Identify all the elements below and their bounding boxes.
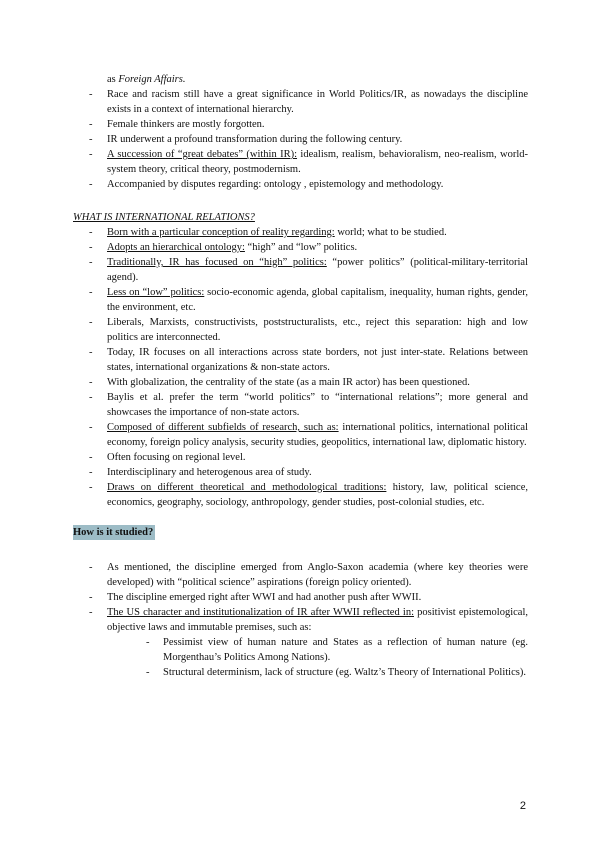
- dash-bullet: -: [89, 149, 93, 160]
- intro-list: [73, 87, 528, 192]
- dash-bullet: -: [89, 592, 93, 603]
- list-item: - Often focusing on regional level.: [89, 452, 246, 463]
- page-number: 2: [519, 800, 526, 812]
- sub-list-item: - Pessimist view of human nature and States as a reflection of human nature (eg. Morgenthau’s Politics Among Nations).: [146, 637, 528, 663]
- section-heading-how-studied: How is it studied?: [73, 527, 154, 538]
- dash-bullet: -: [89, 242, 93, 253]
- list-item: - Interdisciplinary and heterogenous area of study.: [89, 467, 312, 478]
- list-item: - Traditionally, IR has focused on “high” politics: “power politics” (political-military-territorial agend).: [89, 257, 528, 283]
- list-item: - Race and racism still have a great significance in World Politics/IR, as nowadays the discipline exists in a context of international hierarchy.: [89, 89, 528, 115]
- dash-bullet: -: [89, 392, 93, 403]
- list-item: - The US character and institutionalization of IR after WWII reflected in: positivist epistemological, objective laws and immutable premises, such as:: [89, 607, 528, 633]
- dash-bullet: -: [89, 317, 93, 328]
- section-heading-what-is-ir: WHAT IS INTERNATIONAL RELATIONS?: [73, 212, 255, 223]
- list-item: - Less on “low” politics: socio-economic agenda, global capitalism, inequality, human rights, gender, the environment, etc.: [89, 287, 529, 313]
- dash-bullet: -: [89, 119, 93, 130]
- sub-list-item: - Structural determinism, lack of structure (eg. Waltz’s Theory of International Politics).: [146, 667, 526, 678]
- list-item: - Accompanied by disputes regarding: ontology , epistemology and methodology.: [89, 179, 444, 190]
- dash-bullet: -: [89, 134, 93, 145]
- journal-title: Foreign Affairs.: [118, 74, 186, 85]
- dash-bullet: -: [89, 179, 93, 190]
- list-item: - Baylis et al. prefer the term “world politics” to “international relations”; more general and showcases the importance of non-state actors.: [89, 392, 528, 418]
- list-item: - As mentioned, the discipline emerged from Anglo-Saxon academia (where key theories were developed) with “political science” aspirations (foreign policy oriented).: [89, 562, 528, 588]
- dash-bullet: -: [146, 637, 150, 648]
- dash-bullet: -: [146, 667, 150, 678]
- list-item: - Female thinkers are mostly forgotten.: [89, 119, 265, 130]
- list-item: - The discipline emerged right after WWI and had another push after WWII.: [89, 592, 422, 603]
- section2-list: [73, 560, 528, 680]
- section1-list: [73, 225, 528, 510]
- list-item: - Liberals, Marxists, constructivists, poststructuralists, etc., reject this separation: high and low politics are interconnected.: [89, 317, 528, 343]
- list-item: - A succession of “great debates” (within IR): idealism, realism, behavioralism, neo-realism, world-system theory, critical theory, postmodernism.: [89, 149, 528, 175]
- list-item: - Composed of different subfields of research, such as: international politics, international political economy, foreign policy analysis, security studies, geopolitics, international law, diplomatic history.: [89, 422, 528, 448]
- dash-bullet: -: [89, 227, 93, 238]
- dash-bullet: -: [89, 452, 93, 463]
- dash-bullet: -: [89, 287, 93, 298]
- dash-bullet: -: [89, 482, 93, 493]
- list-item: - Adopts an hierarchical ontology: “high” and “low” politics.: [89, 242, 358, 253]
- dash-bullet: -: [89, 467, 93, 478]
- list-item: - Today, IR focuses on all interactions across state borders, not just inter-state. Relations between states, international organizations & non-state actors.: [89, 347, 528, 373]
- list-item: - IR underwent a profound transformation during the following century.: [89, 134, 403, 145]
- dash-bullet: -: [89, 257, 93, 268]
- dash-bullet: -: [89, 89, 93, 100]
- list-item: - Born with a particular conception of reality regarding: world; what to be studied.: [89, 227, 447, 238]
- continued-line: as Foreign Affairs.: [107, 74, 186, 85]
- dash-bullet: -: [89, 347, 93, 358]
- dash-bullet: -: [89, 607, 93, 618]
- list-item: - With globalization, the centrality of the state (as a main IR actor) has been questioned.: [89, 377, 470, 388]
- dash-bullet: -: [89, 422, 93, 433]
- dash-bullet: -: [89, 377, 93, 388]
- dash-bullet: -: [89, 562, 93, 573]
- list-item: - Draws on different theoretical and methodological traditions: history, law, political science, economics, geography, sociology, anthropology, gender studies, post-colonial studies, etc.: [89, 482, 528, 508]
- page-content: [73, 72, 528, 680]
